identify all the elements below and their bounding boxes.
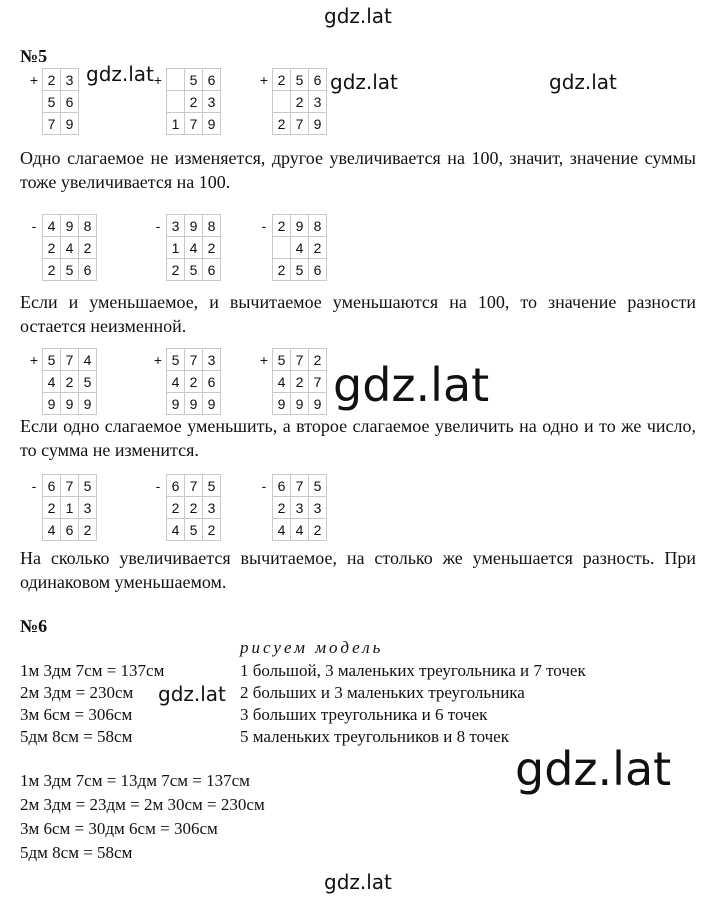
digit-cell: 7 xyxy=(291,475,309,497)
digit-cell: 5 xyxy=(185,259,203,281)
digit-cell: 2 xyxy=(61,371,79,393)
digit-cell: 7 xyxy=(291,349,309,371)
operand-row xyxy=(150,497,221,519)
result-row xyxy=(150,113,221,135)
digit-cell: 7 xyxy=(291,113,309,135)
digit-cell: 3 xyxy=(79,497,97,519)
digit-cell: 5 xyxy=(61,259,79,281)
digit-cell: 4 xyxy=(43,371,61,393)
result-row xyxy=(26,393,97,415)
digit-cell: 2 xyxy=(167,497,185,519)
column-calculation xyxy=(150,214,221,281)
digit-cell: 2 xyxy=(43,69,61,91)
digit-cell: 9 xyxy=(185,215,203,237)
digit-cell: 3 xyxy=(203,497,221,519)
digit-cell: 9 xyxy=(61,113,79,135)
operand-row xyxy=(256,91,327,113)
operator-sign xyxy=(150,113,167,135)
digit-cell: 3 xyxy=(203,91,221,113)
digit-cell xyxy=(167,91,185,113)
watermark: gdz.lat xyxy=(324,4,392,28)
operand-row xyxy=(26,91,79,113)
digit-cell: 2 xyxy=(309,519,327,541)
digit-cell: 2 xyxy=(273,259,291,281)
digit-cell: 8 xyxy=(309,215,327,237)
digit-cell: 2 xyxy=(273,215,291,237)
digit-cell: 2 xyxy=(203,237,221,259)
operand-row xyxy=(256,371,327,393)
digit-cell: 2 xyxy=(167,259,185,281)
operator-sign xyxy=(150,497,167,519)
digit-cell: 4 xyxy=(43,519,61,541)
operand-row xyxy=(150,215,221,237)
explanation-4: На сколько увеличивается вычитаемое, на столько же уменьшается разность. При одинаковом уменьшаемом. xyxy=(20,548,696,592)
digit-cell: 3 xyxy=(167,215,185,237)
digit-cell: 2 xyxy=(79,519,97,541)
model-description: 5 маленьких треугольников и 8 точек xyxy=(240,727,509,746)
result-row xyxy=(256,519,327,541)
explanation-3: Если одно слагаемое уменьшить, а второе слагаемое увеличить на одно и то же число, то сумма не изменится. xyxy=(20,416,696,460)
column-calculation xyxy=(256,214,327,281)
watermark: gdz.lat xyxy=(333,358,490,412)
digit-cell: 2 xyxy=(185,91,203,113)
column-calculation xyxy=(256,348,327,415)
operand-row xyxy=(26,371,97,393)
measure-left: 3м 6см = 306см xyxy=(20,705,133,724)
watermark: gdz.lat xyxy=(515,742,672,796)
operand-row xyxy=(150,69,221,91)
digit-cell: 2 xyxy=(185,371,203,393)
digit-cell: 7 xyxy=(185,349,203,371)
operator-sign xyxy=(26,497,43,519)
watermark: gdz.lat xyxy=(158,682,226,706)
digit-cell: 9 xyxy=(43,393,61,415)
digit-cell: 7 xyxy=(185,475,203,497)
digit-cell: 9 xyxy=(61,215,79,237)
digit-cell: 2 xyxy=(291,371,309,393)
watermark: gdz.lat xyxy=(86,62,154,86)
measure-left: 2м 3дм = 230см xyxy=(20,683,134,702)
operator-sign xyxy=(256,91,273,113)
operand-row xyxy=(150,371,221,393)
operator-sign: - xyxy=(31,477,37,494)
operand-row xyxy=(150,475,221,497)
digit-cell: 9 xyxy=(61,393,79,415)
digit-cell: 6 xyxy=(79,259,97,281)
operator-sign: - xyxy=(155,217,161,234)
column-calculation xyxy=(150,474,221,541)
digit-cell: 6 xyxy=(167,475,185,497)
digit-cell: 5 xyxy=(203,475,221,497)
digit-cell xyxy=(273,91,291,113)
digit-cell: 5 xyxy=(79,475,97,497)
operator-sign xyxy=(150,519,167,541)
digit-cell: 1 xyxy=(61,497,79,519)
digit-cell: 2 xyxy=(43,259,61,281)
digit-cell: 6 xyxy=(273,475,291,497)
operator-sign: + xyxy=(259,351,269,368)
digit-cell: 6 xyxy=(43,475,61,497)
operand-row xyxy=(26,237,97,259)
digit-cell: 5 xyxy=(273,349,291,371)
digit-cell: 4 xyxy=(61,237,79,259)
operator-sign xyxy=(150,91,167,113)
operator-sign xyxy=(150,393,167,415)
column-calculation xyxy=(256,68,327,135)
operator-sign xyxy=(256,497,273,519)
digit-cell: 2 xyxy=(291,91,309,113)
result-row xyxy=(150,259,221,281)
operator-sign xyxy=(26,237,43,259)
operand-row xyxy=(256,497,327,519)
operand-row xyxy=(256,349,327,371)
operand-row xyxy=(256,475,327,497)
digit-cell: 6 xyxy=(203,69,221,91)
result-row xyxy=(150,519,221,541)
operator-sign xyxy=(26,371,43,393)
result-row xyxy=(256,113,327,135)
digit-cell: 2 xyxy=(79,237,97,259)
digit-cell: 2 xyxy=(43,237,61,259)
operator-sign xyxy=(26,393,43,415)
digit-cell: 4 xyxy=(43,215,61,237)
conversion-line: 1м 3дм 7см = 13дм 7см = 137см xyxy=(20,771,250,790)
digit-cell: 2 xyxy=(273,113,291,135)
column-calculation xyxy=(150,68,221,135)
digit-cell: 2 xyxy=(185,497,203,519)
operand-row xyxy=(26,349,97,371)
operator-sign: - xyxy=(261,477,267,494)
digit-cell: 5 xyxy=(291,69,309,91)
digit-cell: 3 xyxy=(309,91,327,113)
digit-cell: 9 xyxy=(203,393,221,415)
digit-cell: 8 xyxy=(203,215,221,237)
digit-cell: 6 xyxy=(203,371,221,393)
explanation-1: Одно слагаемое не изменяется, другое увеличивается на 100, значит, значение суммы тоже увеличивается на 100. xyxy=(20,148,696,192)
operand-row xyxy=(150,349,221,371)
result-row xyxy=(26,259,97,281)
digit-cell: 5 xyxy=(309,475,327,497)
model-heading: рисуем модель xyxy=(240,638,384,657)
operator-sign: + xyxy=(259,71,269,88)
operator-sign xyxy=(26,519,43,541)
digit-cell: 5 xyxy=(185,69,203,91)
operator-sign xyxy=(256,259,273,281)
digit-cell: 4 xyxy=(273,519,291,541)
digit-cell: 9 xyxy=(273,393,291,415)
operator-sign xyxy=(26,259,43,281)
watermark: gdz.lat xyxy=(324,870,392,894)
measure-left: 1м 3дм 7см = 137см xyxy=(20,661,165,680)
digit-cell: 3 xyxy=(309,497,327,519)
digit-cell: 9 xyxy=(167,393,185,415)
digit-cell: 2 xyxy=(309,237,327,259)
digit-cell: 9 xyxy=(291,215,309,237)
digit-cell: 2 xyxy=(273,497,291,519)
column-calculation xyxy=(26,68,79,135)
operand-row xyxy=(26,475,97,497)
digit-cell: 2 xyxy=(309,349,327,371)
operator-sign xyxy=(256,393,273,415)
operator-sign xyxy=(256,519,273,541)
conversion-line: 3м 6см = 30дм 6см = 306см xyxy=(20,819,218,838)
digit-cell xyxy=(273,237,291,259)
digit-cell: 7 xyxy=(61,349,79,371)
task-6-title: №6 xyxy=(20,616,48,636)
digit-cell: 5 xyxy=(291,259,309,281)
result-row xyxy=(256,259,327,281)
operator-sign xyxy=(256,237,273,259)
column-calculation xyxy=(150,348,221,415)
operand-row xyxy=(256,69,327,91)
digit-cell: 2 xyxy=(273,69,291,91)
digit-cell xyxy=(167,69,185,91)
measure-left: 5дм 8см = 58см xyxy=(20,727,133,746)
result-row xyxy=(256,393,327,415)
digit-cell: 1 xyxy=(167,113,185,135)
digit-cell: 7 xyxy=(61,475,79,497)
operator-sign: - xyxy=(31,217,37,234)
operator-sign: + xyxy=(153,71,163,88)
operator-sign xyxy=(26,113,43,135)
operator-sign xyxy=(150,371,167,393)
watermark: gdz.lat xyxy=(549,70,617,94)
digit-cell: 4 xyxy=(273,371,291,393)
watermark: gdz.lat xyxy=(330,70,398,94)
digit-cell: 4 xyxy=(167,371,185,393)
digit-cell: 2 xyxy=(203,519,221,541)
digit-cell: 7 xyxy=(43,113,61,135)
operand-row xyxy=(256,215,327,237)
digit-cell: 5 xyxy=(43,349,61,371)
digit-cell: 6 xyxy=(309,259,327,281)
digit-cell: 9 xyxy=(309,393,327,415)
column-calculation xyxy=(256,474,327,541)
digit-cell: 9 xyxy=(185,393,203,415)
operator-sign: - xyxy=(261,217,267,234)
digit-cell: 5 xyxy=(79,371,97,393)
digit-cell: 6 xyxy=(61,91,79,113)
operator-sign: + xyxy=(153,351,163,368)
digit-cell: 3 xyxy=(61,69,79,91)
digit-cell: 7 xyxy=(185,113,203,135)
operator-sign xyxy=(26,91,43,113)
result-row xyxy=(26,113,79,135)
operand-row xyxy=(256,237,327,259)
digit-cell: 3 xyxy=(291,497,309,519)
operator-sign: - xyxy=(155,477,161,494)
result-row xyxy=(26,519,97,541)
operand-row xyxy=(150,91,221,113)
operator-sign xyxy=(150,259,167,281)
digit-cell: 5 xyxy=(167,349,185,371)
operator-sign xyxy=(256,113,273,135)
digit-cell: 9 xyxy=(79,393,97,415)
operand-row xyxy=(26,215,97,237)
task-5-title: №5 xyxy=(20,46,48,66)
conversion-line: 5дм 8см = 58см xyxy=(20,843,133,862)
digit-cell: 2 xyxy=(43,497,61,519)
digit-cell: 1 xyxy=(167,237,185,259)
digit-cell: 8 xyxy=(79,215,97,237)
digit-cell: 4 xyxy=(291,237,309,259)
digit-cell: 4 xyxy=(79,349,97,371)
operand-row xyxy=(26,497,97,519)
digit-cell: 9 xyxy=(203,113,221,135)
model-description: 3 больших треугольника и 6 точек xyxy=(240,705,488,724)
operator-sign xyxy=(256,371,273,393)
model-description: 2 больших и 3 маленьких треугольника xyxy=(240,683,525,702)
digit-cell: 4 xyxy=(291,519,309,541)
operator-sign: + xyxy=(29,71,39,88)
digit-cell: 6 xyxy=(61,519,79,541)
digit-cell: 5 xyxy=(43,91,61,113)
model-description: 1 большой, 3 маленьких треугольника и 7 точек xyxy=(240,661,586,680)
explanation-2: Если и уменьшаемое, и вычитаемое уменьшаются на 100, то значение разности остается неизменной. xyxy=(20,292,696,336)
result-row xyxy=(150,393,221,415)
digit-cell: 6 xyxy=(203,259,221,281)
digit-cell: 7 xyxy=(309,371,327,393)
operator-sign xyxy=(150,237,167,259)
conversion-line: 2м 3дм = 23дм = 2м 30см = 230см xyxy=(20,795,265,814)
digit-cell: 9 xyxy=(291,393,309,415)
digit-cell: 9 xyxy=(309,113,327,135)
column-calculation xyxy=(26,348,97,415)
operator-sign: + xyxy=(29,351,39,368)
digit-cell: 3 xyxy=(203,349,221,371)
operand-row xyxy=(26,69,79,91)
digit-cell: 6 xyxy=(309,69,327,91)
operand-row xyxy=(150,237,221,259)
digit-cell: 4 xyxy=(185,237,203,259)
column-calculation xyxy=(26,474,97,541)
digit-cell: 4 xyxy=(167,519,185,541)
column-calculation xyxy=(26,214,97,281)
digit-cell: 5 xyxy=(185,519,203,541)
